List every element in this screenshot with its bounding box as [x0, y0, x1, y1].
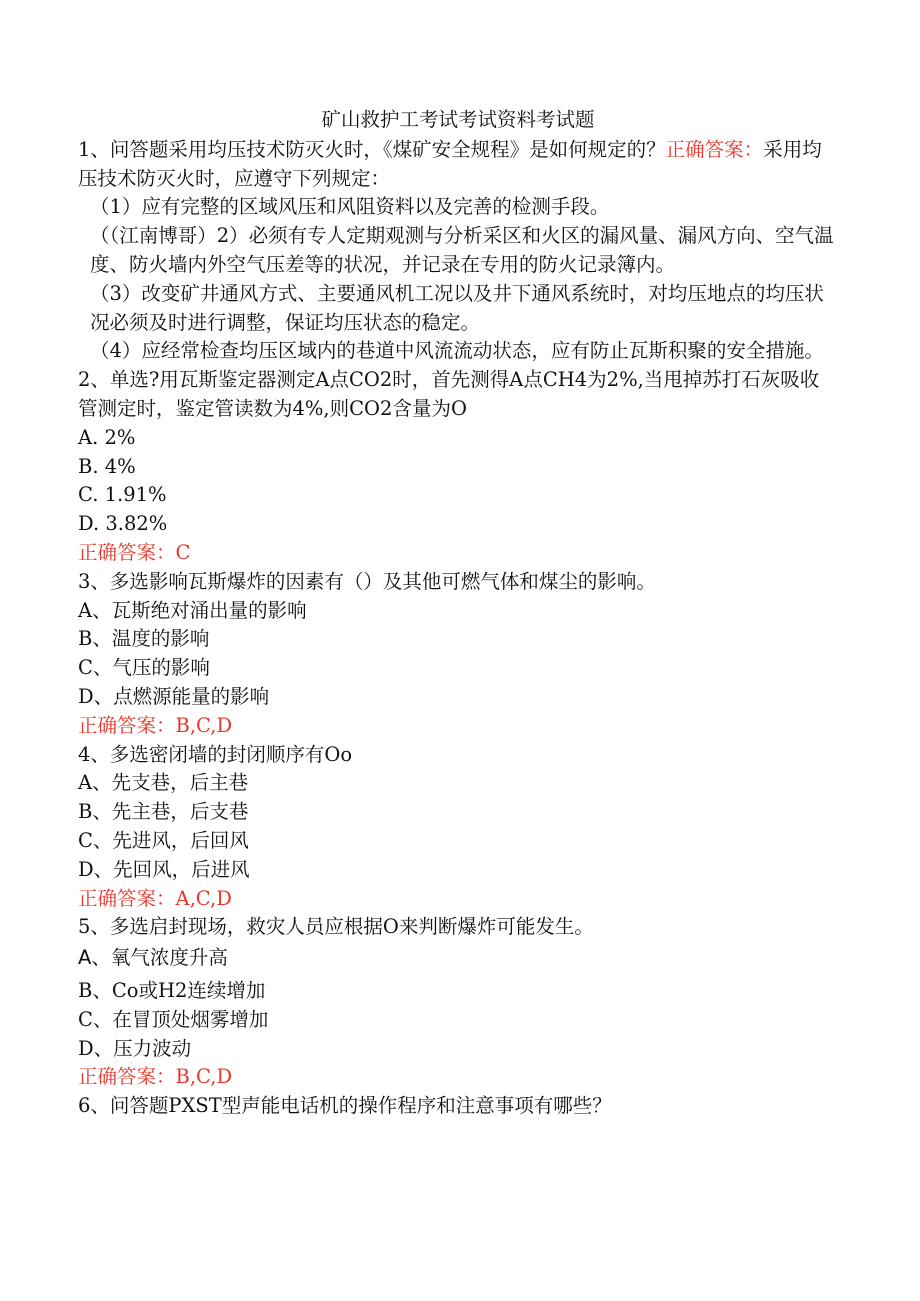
question-1	[78, 136, 838, 194]
question-2-answer: 正确答案：C	[78, 540, 191, 564]
question-4-answer: 正确答案：A,C,D	[78, 886, 232, 910]
question-2-option-d: D. 3.82%	[78, 512, 168, 536]
document-page	[78, 106, 838, 1121]
question-4-option-c: C、先进风，后回风	[78, 828, 249, 852]
question-1-point-2: （（江南博哥）2）必须有专人定期观测与分析采区和火区的漏风量、漏风方向、空气温度、防火墙内外空气压差等的状况，并记录在专用的防火记录簿内。	[90, 224, 834, 276]
question-4-option-a: A、先支巷，后主巷	[78, 771, 249, 795]
question-3-option-b: B、温度的影响	[78, 627, 210, 651]
question-4-option-d: D、先回风，后进风	[78, 857, 250, 881]
document-title: 矿山救护工考试考试资料考试题	[321, 108, 595, 131]
question-6-text: 6、问答题PXST型声能电话机的操作程序和注意事项有哪些？	[78, 1094, 612, 1118]
question-1-point-1: （1）应有完整的区域风压和风阻资料以及完善的检测手段。	[90, 195, 610, 219]
question-3-answer: 正确答案：B,C,D	[78, 713, 233, 737]
question-1-point-4: （4）应经常检查均压区域内的巷道中风流流动状态，应有防止瓦斯积聚的安全措施。	[90, 339, 824, 363]
question-2-option-b: B. 4%	[78, 454, 136, 478]
question-5-option-d: D、压力波动	[78, 1036, 192, 1060]
question-5-option-a: A、氧气浓度升高	[78, 946, 228, 970]
question-5-text: 5、多选启封现场，救灾人员应根据O来判断爆炸可能发生。	[78, 915, 594, 939]
question-1-answer-intro: 采用均压技术防灭火时，应遵守下列规定：	[78, 137, 822, 190]
question-1-answer-label: 正确答案：	[665, 137, 764, 161]
question-3-option-d: D、点燃源能量的影响	[78, 684, 270, 708]
question-3-option-c: C、气压的影响	[78, 656, 210, 680]
question-1-text: 1、问答题采用均压技术防灭火时，《煤矿安全规程》是如何规定的？	[78, 137, 666, 161]
question-5-answer: 正确答案：B,C,D	[78, 1065, 233, 1089]
question-1-point-3: （3）改变矿井通风方式、主要通风机工况以及井下通风系统时，对均压地点的均压状况必须及时进行调整，保证均压状态的稳定。	[90, 281, 824, 334]
question-2-text: 2、单选?用瓦斯鉴定器测定A点CO2时，首先测得A点CH4为2%,当甩掉苏打石灰吸收管测定时，鉴定管读数为4%,则CO2含量为O	[78, 368, 820, 420]
question-2-option-c: C. 1.91%	[78, 483, 167, 507]
question-4-text: 4、多选密闭墙的封闭顺序有Oo	[78, 742, 353, 766]
question-5-option-c: C、在冒顶处烟雾增加	[78, 1007, 269, 1031]
question-4-option-b: B、先主巷，后支巷	[78, 800, 249, 824]
question-5-option-b: B、Co或H2连续增加	[78, 978, 266, 1002]
question-3-text: 3、多选影响瓦斯爆炸的因素有（）及其他可燃气体和煤尘的影响。	[78, 569, 656, 593]
question-3-option-a: A、瓦斯绝对涌出量的影响	[78, 598, 307, 622]
question-2-option-a: A. 2%	[78, 425, 136, 449]
